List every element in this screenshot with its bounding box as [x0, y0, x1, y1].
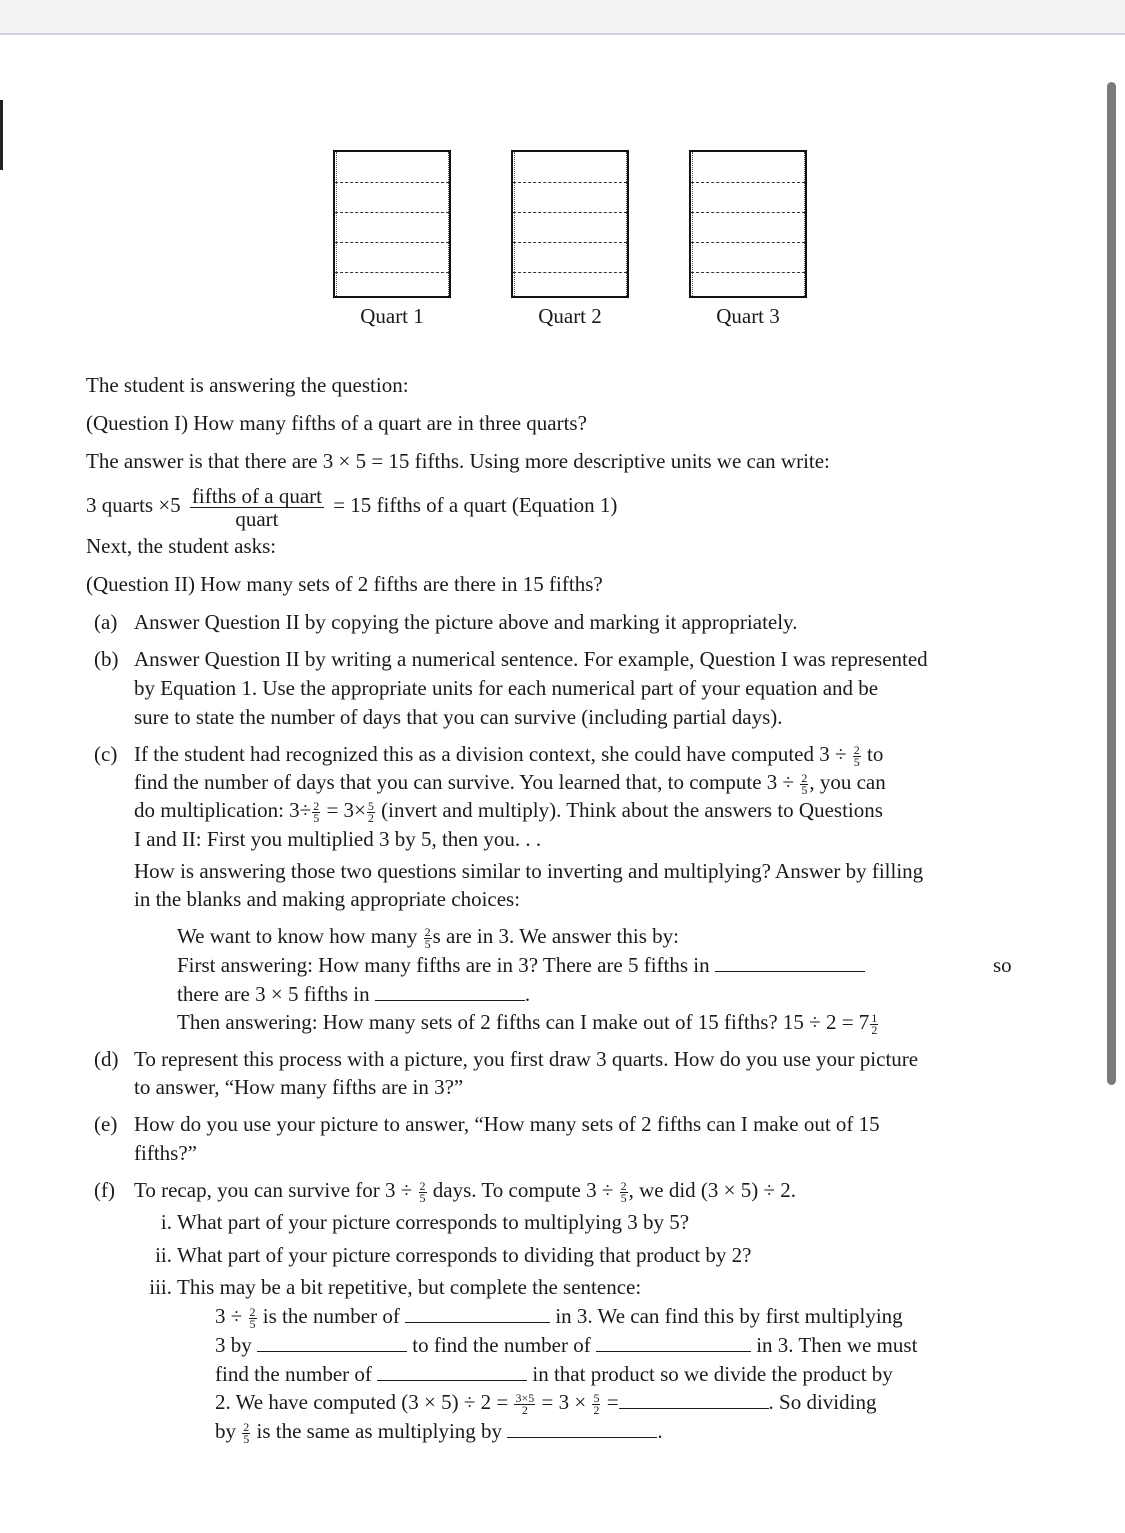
- part-e-line-1: How do you use your picture to answer, “How many sets of 2 fifths can I make out of 15: [134, 1112, 880, 1136]
- left-edge-mark: [0, 100, 3, 170]
- quart-label-1: Quart 1: [360, 304, 424, 328]
- blank-input[interactable]: [507, 1419, 657, 1438]
- blank-input[interactable]: [405, 1304, 550, 1323]
- frac-5-2: $\frac{5}{2}$: [593, 1390, 600, 1417]
- part-f-iii: This may be a bit repetitive, but complete the sentence:: [177, 1275, 642, 1299]
- frac-2-5: $\frac{2}{5}$: [801, 770, 808, 797]
- part-e-line-2: fifths?”: [134, 1141, 197, 1165]
- quart-label-2: Quart 2: [538, 304, 602, 328]
- eq-frac-den: quart: [235, 506, 279, 531]
- part-d-mark: (d): [94, 1047, 119, 1071]
- part-c-line-10: Then answering: How many sets of 2 fifths can I make out of 15 fifths? 15 ÷ 2 = 7 $\frac{1}{2}$: [177, 1010, 878, 1037]
- part-c-line-3: do multiplication: 3÷ $\frac{2}{5}$ = 3× $\frac{5}{2}$ (invert and multiply). Think about the answers to Questions: [134, 798, 883, 825]
- eq-fraction: [190, 485, 324, 530]
- part-f-line-1: To recap, you can survive for 3 ÷ $\frac{2}{5}$ days. To compute 3 ÷ $\frac{2}{5}$ , we did (3 × 5) ÷ 2.: [134, 1178, 797, 1205]
- part-c-line-7: We want to know how many $\frac{2}{5}$ s are in 3. We answer this by:: [177, 924, 679, 951]
- frac-2-5: $\frac{2}{5}$: [243, 1419, 250, 1446]
- eq-left: 3 quarts ×5: [86, 493, 181, 517]
- blank-input[interactable]: [377, 1362, 527, 1381]
- intro-line-5: Next, the student asks:: [86, 534, 277, 558]
- frac-2-5: $\frac{2}{5}$: [620, 1178, 627, 1205]
- part-b-line-2: by Equation 1. Use the appropriate units for each numerical part of your equation and be: [134, 676, 879, 700]
- sentence-line-1: 3 ÷ $\frac{2}{5}$ is the number of in 3. We can find this by first multiplying: [215, 1304, 903, 1331]
- part-c-line-9: there are 3 × 5 fifths in .: [177, 982, 531, 1006]
- sentence-line-4: 2. We have computed (3 × 5) ÷ 2 = $\frac{3\times 5}{2}$ = 3 × $\frac{5}{2}$ = . So dividing: [215, 1390, 877, 1417]
- frac-2-5: $\frac{2}{5}$: [313, 798, 320, 825]
- part-d-line-1: To represent this process with a picture, you first draw 3 quarts. How do you use your picture: [134, 1047, 919, 1071]
- frac-2-5: $\frac{2}{5}$: [249, 1304, 256, 1331]
- sentence-line-3: find the number of in that product so we divide the product by: [215, 1362, 893, 1386]
- part-c-line-5: How is answering those two questions similar to inverting and multiplying? Answer by filling: [134, 859, 924, 883]
- frac-2-5: $\frac{2}{5}$: [853, 742, 860, 769]
- frac-5-2: $\frac{5}{2}$: [367, 798, 374, 825]
- part-c-line-8: First answering: How many fifths are in 3? There are 5 fifths in: [177, 951, 865, 979]
- part-f-i-mark: i.: [160, 1210, 172, 1234]
- part-d-line-2: to answer, “How many fifths are in 3?”: [134, 1075, 464, 1099]
- intro-line-1: The student is answering the question:: [86, 373, 409, 397]
- scrollbar[interactable]: [1107, 82, 1116, 1085]
- part-b-line-3: sure to state the number of days that you can survive (including partial days).: [134, 705, 783, 729]
- frac-2-5: $\frac{2}{5}$: [419, 1178, 426, 1205]
- blank-input[interactable]: [619, 1390, 769, 1409]
- sentence-line-5: by $\frac{2}{5}$ is the same as multiplying by .: [215, 1419, 663, 1446]
- part-c-line-1: If the student had recognized this as a division context, she could have computed 3 ÷ $\frac{2}{5}$ to: [134, 742, 884, 769]
- equation-1: [86, 480, 617, 530]
- eq-frac-num: fifths of a quart: [191, 483, 322, 508]
- part-c-mark: (c): [94, 742, 118, 766]
- part-f-ii-mark: ii.: [155, 1243, 172, 1267]
- frac-1-2: $\frac{1}{2}$: [871, 1010, 878, 1037]
- part-e-mark: (e): [94, 1112, 118, 1136]
- part-f-iii-mark: iii.: [149, 1275, 172, 1299]
- part-c-line-2: find the number of days that you can survive. You learned that, to compute 3 ÷ $\frac{2}{5}$ , you can: [134, 770, 886, 797]
- part-b-mark: (b): [94, 647, 119, 671]
- quart-box-1: [333, 150, 451, 298]
- part-a-mark: (a): [94, 610, 118, 634]
- question-one: (Question I) How many fifths of a quart are in three quarts?: [86, 411, 587, 435]
- part-f-i: What part of your picture corresponds to multiplying 3 by 5?: [177, 1210, 690, 1234]
- blank-input[interactable]: [375, 982, 525, 1001]
- part-c-so: so: [993, 953, 1012, 977]
- blank-input[interactable]: [257, 1333, 407, 1352]
- blank-input[interactable]: [596, 1333, 751, 1352]
- frac-2-5: $\frac{2}{5}$: [424, 924, 431, 951]
- quart-box-3: [689, 150, 807, 298]
- blank-input[interactable]: [715, 953, 865, 972]
- quart-box-2: [511, 150, 629, 298]
- frac-3x5-2: $\frac{3\times 5}{2}$: [515, 1390, 535, 1417]
- question-two: (Question II) How many sets of 2 fifths are there in 15 fifths?: [86, 572, 603, 596]
- sentence-line-2: 3 by to find the number of in 3. Then we must: [215, 1333, 918, 1357]
- part-c-line-4: I and II: First you multiplied 3 by 5, then you. . .: [134, 827, 542, 851]
- part-b-line-1: Answer Question II by writing a numerical sentence. For example, Question I was represented: [134, 647, 928, 671]
- part-f-ii: What part of your picture corresponds to dividing that product by 2?: [177, 1243, 752, 1267]
- eq-right: = 15 fifths of a quart (Equation 1): [333, 493, 618, 517]
- top-bar: [0, 0, 1125, 35]
- part-f-mark: (f): [94, 1178, 115, 1202]
- part-c-line-6: in the blanks and making appropriate choices:: [134, 887, 521, 911]
- intro-line-3: The answer is that there are 3 × 5 = 15 fifths. Using more descriptive units we can write:: [86, 449, 830, 473]
- part-a-text: Answer Question II by copying the picture above and marking it appropriately.: [134, 610, 798, 634]
- quart-label-3: Quart 3: [716, 304, 780, 328]
